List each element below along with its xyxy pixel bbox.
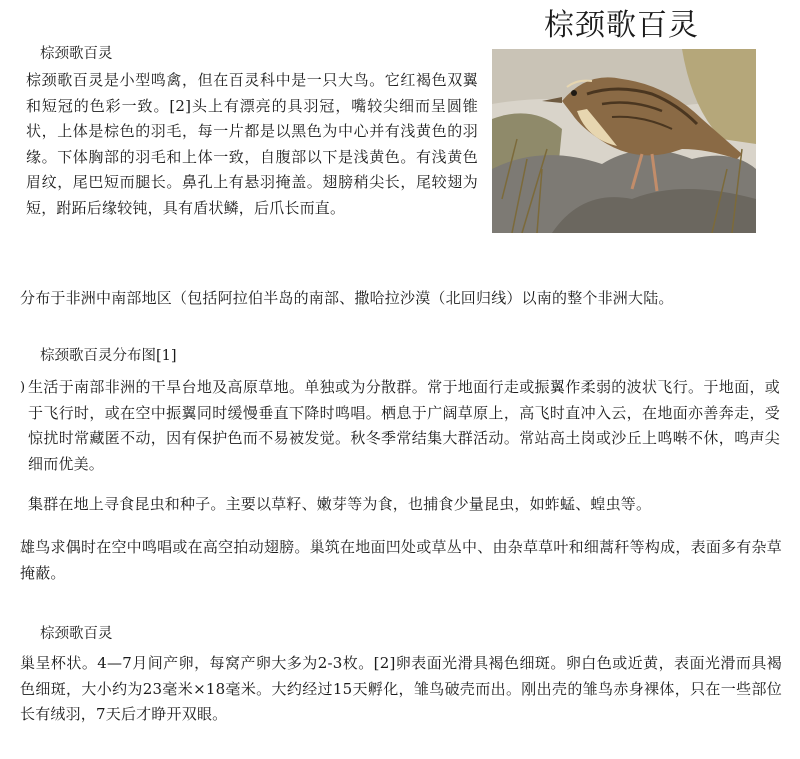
page-title: 棕颈歌百灵 xyxy=(544,8,699,43)
habitat-paragraph: 生活于南部非洲的干旱台地及高原草地。单独或为分散群。常于地面行走或振翼作柔弱的波状飞行。于地面，或于飞行时，或在空中振翼同时缓慢垂直下降时鸣唱。栖息于广阔草原上，高飞时直冲入云，在地面亦善奔走，受惊扰时常藏匿不动，因有保护色而不易被发觉。秋冬季常结集大群活动。常站高土岗或沙丘上鸣啭不休，鸣声尖细而优美。 xyxy=(28,378,780,473)
nest-caption: 棕颈歌百灵 xyxy=(40,626,113,642)
distribution-map-caption: 棕颈歌百灵分布图[1] xyxy=(40,348,177,364)
description-paragraph: 棕颈歌百灵是小型鸣禽，但在百灵科中是一只大鸟。它红褐色双翼和短冠的色彩一致。[2]头上有漂亮的具羽冠，嘴较尖细而呈圆锥状，上体是棕色的羽毛，每一片都是以黑色为中心并有浅黄色的羽缘。下体胸部的羽毛和上体一致，自腹部以下是浅黄色。有浅黄色眉纹，尾巴短而腿长。鼻孔上有悬羽掩盖。翅膀稍尖长，尾较翅为短，跗跖后缘较钝，具有盾状鳞，后爪长而直。 xyxy=(26,71,478,217)
habitat-mark: ) xyxy=(20,380,26,395)
distribution-paragraph: 分布于非洲中南部地区（包括阿拉伯半岛的南部、撒哈拉沙漠（北回归线）以南的整个非洲大陆。 xyxy=(20,289,674,307)
lark-illustration xyxy=(492,49,756,233)
courtship-paragraph: 雄鸟求偶时在空中鸣唱或在高空拍动翅膀。巢筑在地面凹处或草丛中、由杂草草叶和细蒿秆等构成，表面多有杂草掩蔽。 xyxy=(20,538,782,582)
diet-paragraph: 集群在地上寻食昆虫和种子。主要以草籽、嫩芽等为食，也捕食少量昆虫，如蚱蜢、蝗虫等。 xyxy=(28,495,652,513)
intro-caption: 棕颈歌百灵 xyxy=(40,46,113,62)
bird-photo xyxy=(492,49,756,233)
breeding-paragraph: 巢呈杯状。4—7月间产卵，每窝产卵大多为2-3枚。[2]卵表面光滑具褐色细斑。卵白色或近黄，表面光滑而具褐色细斑，大小约为23毫米×18毫米。大约经过15天孵化，雏鸟破壳而出。刚出壳的雏鸟赤身裸体，只在一些部位长有绒羽，7天后才睁开双眼。 xyxy=(20,654,782,723)
